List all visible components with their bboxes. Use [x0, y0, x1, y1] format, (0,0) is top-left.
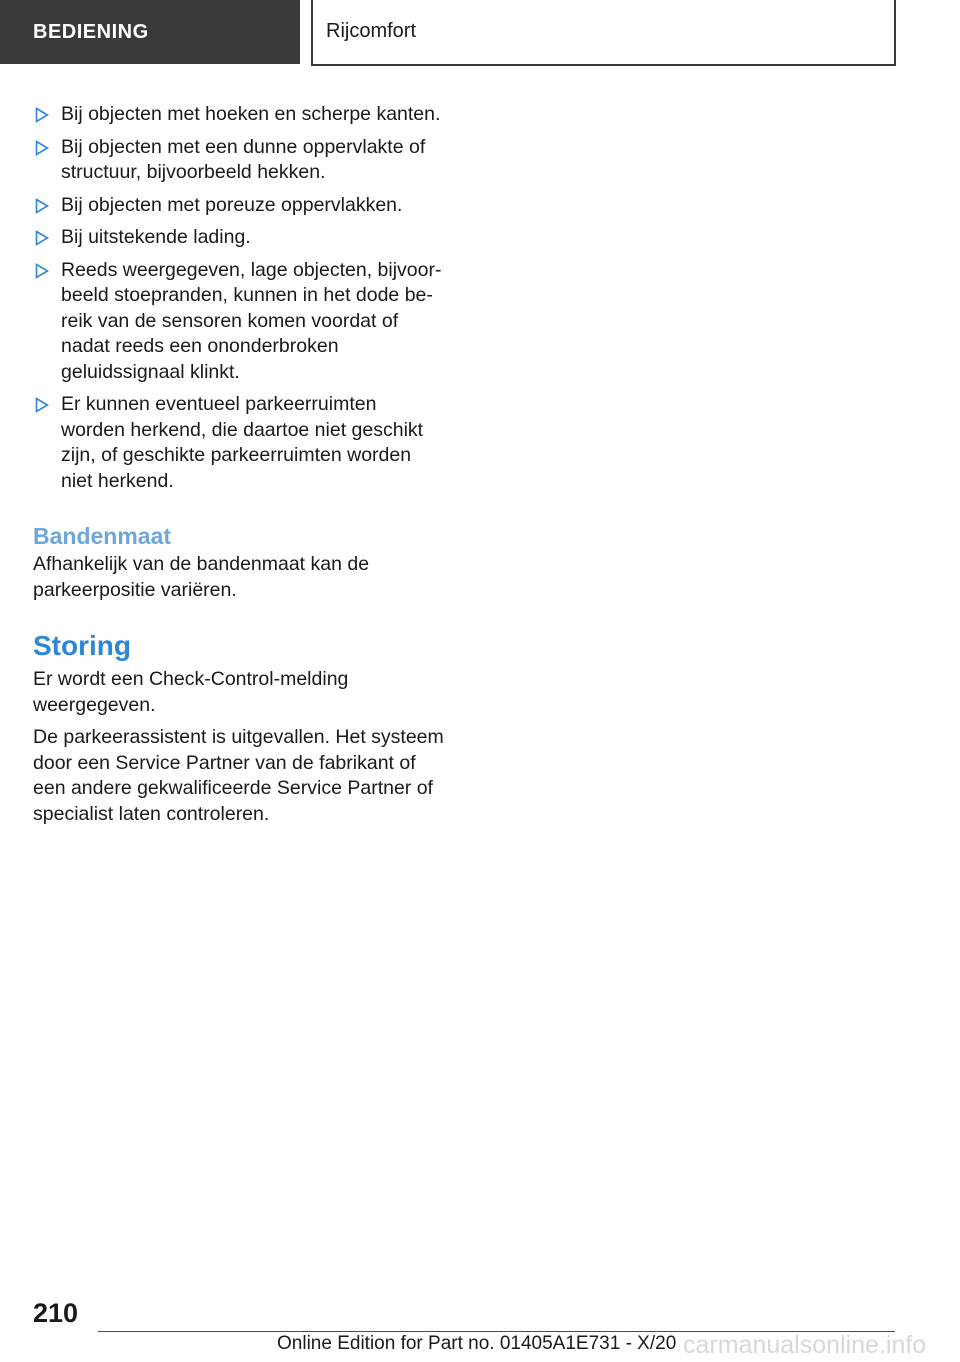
triangle-bullet-icon — [35, 263, 49, 279]
triangle-bullet-icon — [35, 140, 49, 156]
main-content — [33, 102, 445, 834]
list-item-text: Reeds weergegeven, lage objecten, bijvoorbeeld stoepranden, kunnen in het dode bereik van de sensoren komen voordat of nadat reeds een ononderbroken geluidssignaal klinkt. — [61, 258, 442, 383]
list-item-text: Er kunnen eventueel parkeerruimten worden herkend, die daartoe niet geschikt zijn, of geschikte parkeerruimten worden niet herkend. — [61, 393, 424, 492]
list-item — [33, 225, 445, 251]
section-tab — [0, 0, 300, 64]
list-item — [33, 102, 445, 128]
list-item-text: Bij uitstekende lading. — [61, 226, 251, 248]
bullet-list — [33, 102, 445, 494]
triangle-bullet-icon — [35, 107, 49, 123]
watermark: carmanualsonline.info — [683, 1331, 927, 1359]
list-item — [33, 193, 445, 219]
list-item-text: Bij objecten met een dunne oppervlakte of structuur, bijvoorbeeld hekken. — [61, 135, 426, 183]
bandenmaat-heading: Bandenmaat — [33, 523, 172, 549]
chapter-tab — [311, 0, 896, 66]
triangle-bullet-icon — [35, 198, 49, 214]
chapter-title: Rijcomfort — [326, 19, 417, 42]
section-title: BEDIENING — [33, 20, 149, 43]
triangle-bullet-icon — [35, 397, 49, 413]
triangle-bullet-icon — [35, 230, 49, 246]
storing-paragraph: De parkeerassistent is uitgevallen. Het systeem door een Service Partner van de fabrikant of een andere gekwalificeerde Service Partner of specialist laten controleren. — [33, 726, 444, 825]
list-item — [33, 392, 445, 494]
storing-heading: Storing — [33, 630, 131, 661]
storing-paragraph: Er wordt een Check-Control-melding weergegeven. — [33, 668, 349, 716]
footer-edition: Online Edition for Part no. 01405A1E731 - X/20 — [277, 1333, 677, 1354]
list-item — [33, 258, 445, 386]
list-item — [33, 135, 445, 186]
page-number: 210 — [33, 1298, 79, 1328]
list-item-text: Bij objecten met hoeken en scherpe kanten. — [61, 103, 441, 125]
bandenmaat-text: Afhankelijk van de bandenmaat kan de parkeerpositie variëren. — [33, 553, 370, 601]
list-item-text: Bij objecten met poreuze oppervlakken. — [61, 193, 403, 216]
